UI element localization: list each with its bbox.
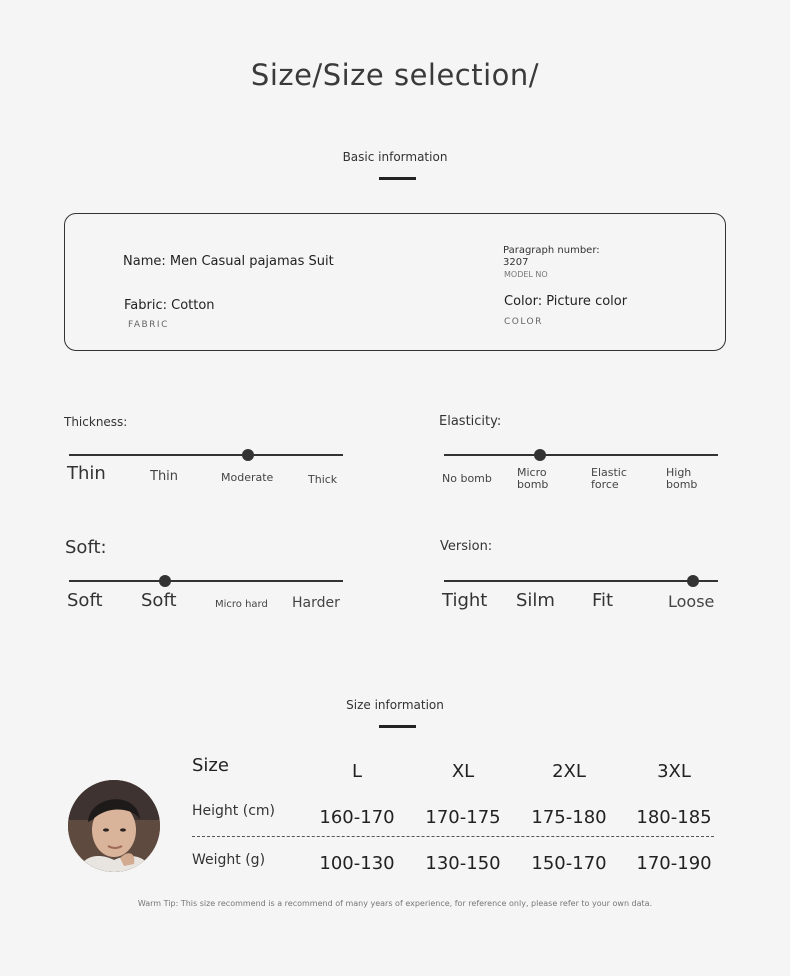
weight-cell-3xl: 170-190 — [636, 853, 712, 874]
soft-option-1: Soft — [67, 590, 103, 611]
model-caption: MODEL NO — [504, 270, 548, 279]
height-row-label: Height (cm) — [192, 803, 275, 819]
thickness-option-2: Thin — [150, 469, 179, 484]
model-avatar-photo — [68, 780, 160, 872]
version-title: Version: — [440, 539, 493, 554]
size-col-l: L — [351, 761, 363, 782]
thickness-title: Thickness: — [64, 415, 128, 429]
weight-cell-l: 100-130 — [319, 853, 395, 874]
thickness-track — [69, 454, 343, 456]
elasticity-title: Elasticity: — [439, 414, 502, 429]
elasticity-option-1: No bomb — [442, 472, 492, 485]
version-option-3: Fit — [592, 590, 614, 611]
basic-info-underline — [379, 177, 416, 180]
height-cell-xl: 170-175 — [425, 807, 501, 828]
elasticity-option-3: Elastic force — [591, 466, 627, 491]
color-caption: COLOR — [504, 317, 543, 327]
soft-track — [69, 580, 343, 582]
size-header: Size — [192, 755, 229, 776]
thickness-option-3: Moderate — [221, 471, 274, 484]
size-col-xl: XL — [451, 761, 475, 782]
soft-option-4: Harder — [292, 595, 340, 611]
soft-marker — [159, 575, 171, 587]
size-row-divider — [192, 836, 714, 837]
paragraph-number: 3207 — [503, 257, 529, 268]
elasticity-option-2: Micro bomb — [517, 466, 549, 491]
thickness-option-4: Thick — [308, 473, 338, 486]
weight-cell-2xl: 150-170 — [531, 853, 607, 874]
height-cell-l: 160-170 — [319, 807, 395, 828]
fabric-text: Fabric: Cotton — [124, 298, 215, 313]
warm-tip: Warm Tip: This size recommend is a recommend of many years of experience, for reference only, please refer to your own data. — [137, 899, 653, 908]
elasticity-marker — [534, 449, 546, 461]
elasticity-track — [444, 454, 718, 456]
soft-option-2: Soft — [141, 590, 177, 611]
version-marker — [687, 575, 699, 587]
soft-option-3: Micro hard — [215, 599, 268, 610]
paragraph-label: Paragraph number: — [503, 245, 600, 256]
color-text: Color: Picture color — [504, 294, 628, 309]
model-avatar — [68, 780, 160, 872]
thickness-marker — [242, 449, 254, 461]
weight-cell-xl: 130-150 — [425, 853, 501, 874]
thickness-option-1: Thin — [67, 463, 106, 484]
elasticity-option-4: High bomb — [666, 466, 698, 491]
height-cell-2xl: 175-180 — [531, 807, 607, 828]
height-cell-3xl: 180-185 — [636, 807, 712, 828]
product-name: Name: Men Casual pajamas Suit — [123, 254, 334, 269]
page-title: Size/Size selection/ — [250, 58, 540, 92]
soft-title: Soft: — [65, 537, 107, 558]
size-col-3xl: 3XL — [657, 761, 691, 782]
size-info-heading: Size information — [346, 698, 444, 712]
version-option-2: Silm — [516, 590, 555, 611]
version-track — [444, 580, 718, 582]
size-info-underline — [379, 725, 416, 728]
version-option-1: Tight — [442, 590, 488, 611]
basic-info-box — [64, 213, 726, 351]
size-col-2xl: 2XL — [552, 761, 586, 782]
basic-info-heading: Basic information — [342, 150, 448, 164]
weight-row-label: Weight (g) — [192, 852, 266, 868]
version-option-4: Loose — [668, 592, 715, 611]
fabric-caption: FABRIC — [128, 320, 169, 330]
